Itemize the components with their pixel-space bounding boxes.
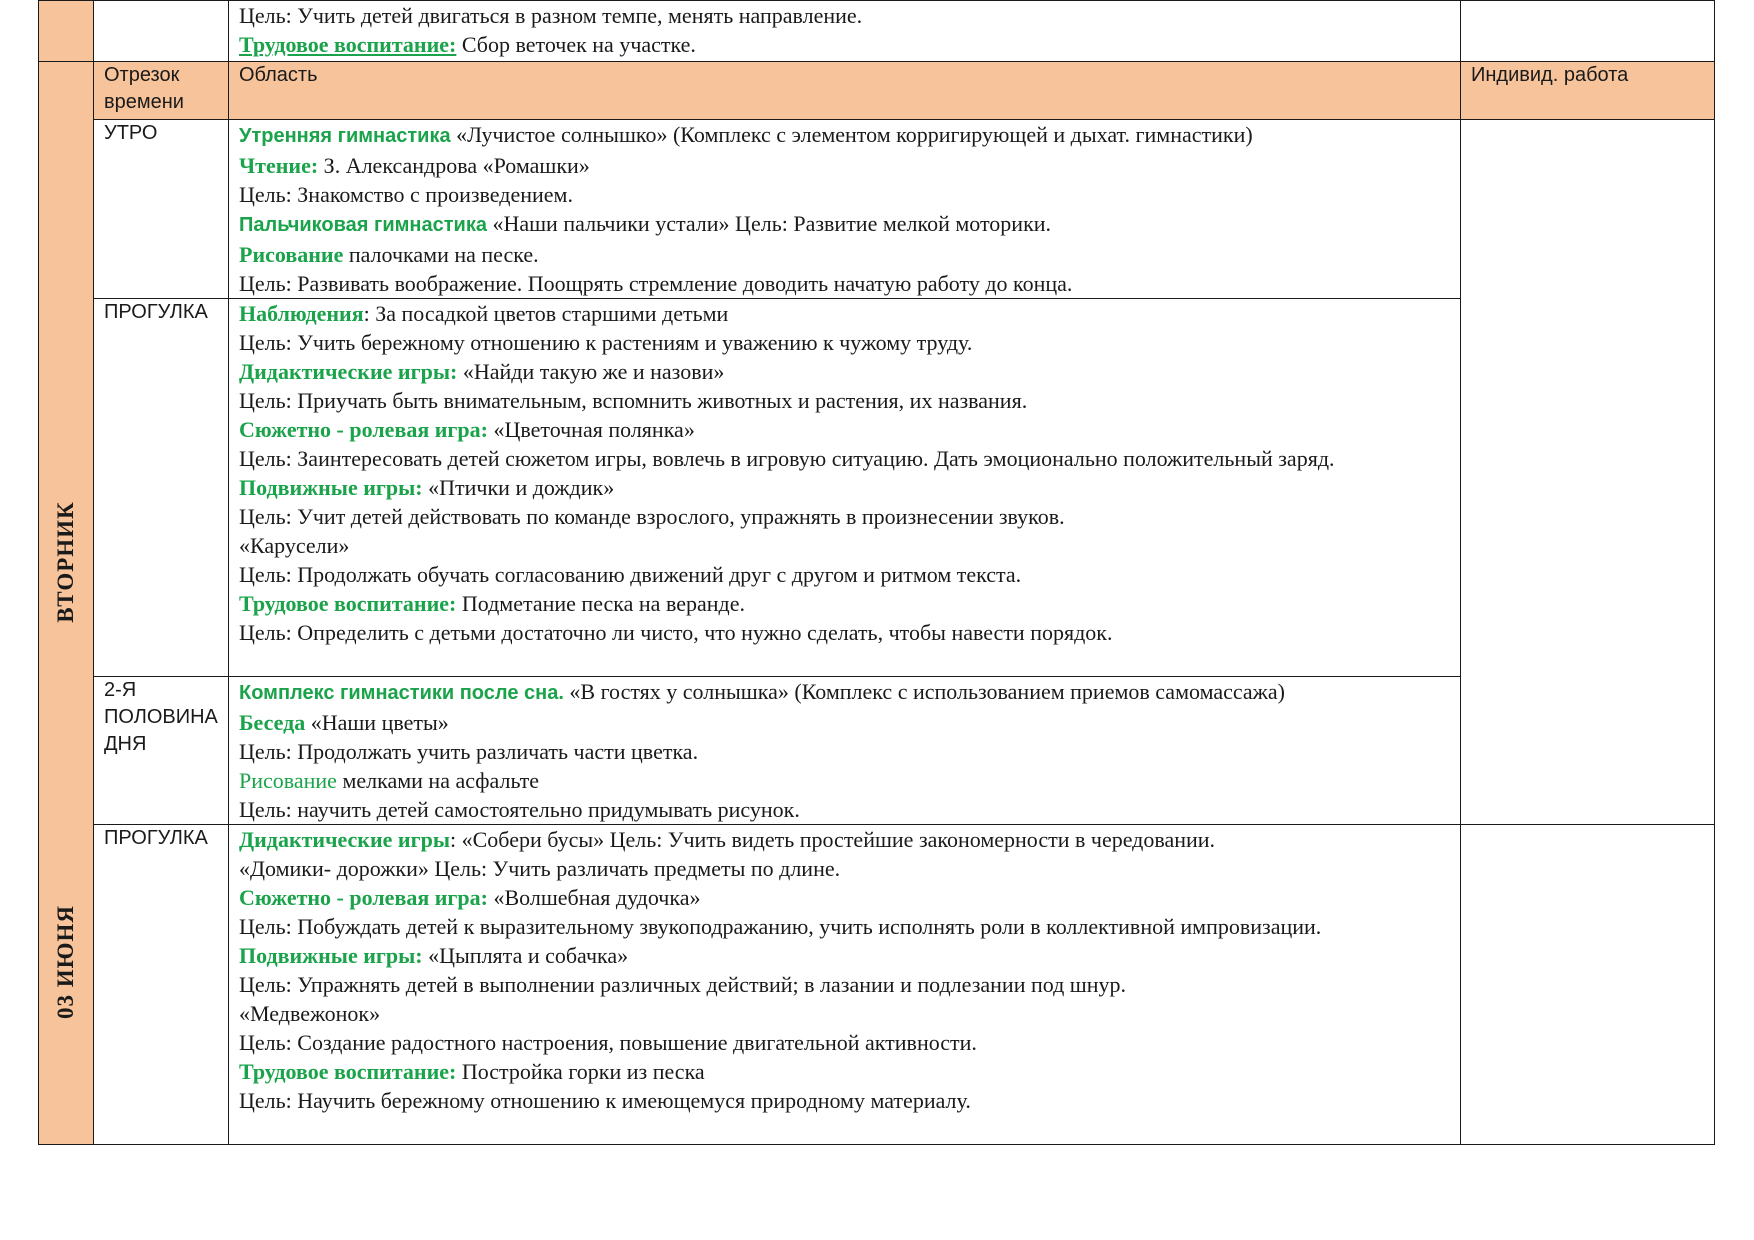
schedule-table bbox=[38, 0, 1715, 1145]
walk2-content: Дидактические игры: «Собери бусы» Цель: Учить видеть простейшие закономерности в чередовании. «Домики- дорожки» Цель: Учить различать предметы по длине. Сюжетно - ролевая игра: «Волшебная дудочка» Цель: Побуждать детей к выразительному звукоподражанию, учить исполнять роли в коллективной импровизации. Подвижные игры: «Цыплята и собачка» Цель: Упражнять детей в выполнении различных действий; в лазании и подлезании под шнур. «Медвежонок» Цель: Создание радостного настроения, повышение двигательной активности. Трудовое воспитание: Постройка горки из песка Цель: Научить бережному отношению к имеющемуся природному материалу. bbox=[229, 825, 1461, 1145]
walk1-label: ПРОГУЛКА bbox=[94, 299, 229, 677]
individual-work-cell bbox=[1461, 120, 1715, 825]
day-column bbox=[39, 62, 94, 1145]
continuation-row bbox=[39, 1, 1715, 62]
walk2-label: ПРОГУЛКА bbox=[94, 825, 229, 1145]
weekday-label: ВТОРНИК bbox=[53, 501, 78, 623]
header-row bbox=[39, 62, 1715, 120]
walk1-content: Наблюдения: За посадкой цветов старшими детьми Цель: Учить бережному отношению к растениям и уважению к чужому труду. Дидактические игры: «Найди такую же и назови» Цель: Приучать быть внимательным, вспомнить животных и растения, их названия. Сюжетно - ролевая игра: «Цветочная полянка» Цель: Заинтересовать детей сюжетом игры, вовлечь в игровую ситуацию. Дать эмоционально положительный заряд. Подвижные игры: «Птички и дождик» Цель: Учит детей действовать по команде взрослого, упражнять в произнесении звуков. «Карусели» Цель: Продолжать обучать согласованию движений друг с другом и ритмом текста. Трудовое воспитание: Подметание песка на веранде. Цель: Определить с детьми достаточно ли чисто, что нужно сделать, чтобы навести порядок. bbox=[229, 299, 1461, 677]
day-cell-previous bbox=[39, 1, 94, 62]
individual-work-cell-2 bbox=[1461, 825, 1715, 1145]
header-time: Отрезок времени bbox=[94, 62, 229, 120]
afternoon-content: Комплекс гимнастики после сна. «В гостях у солнышка» (Комплекс с использованием приемов самомассажа) Беседа «Наши цветы» Цель: Продолжать учить различать части цветка. Рисование мелками на асфальте Цель: научить детей самостоятельно придумывать рисунок. bbox=[229, 677, 1461, 825]
morning-row bbox=[39, 120, 1715, 299]
morning-label: УТРО bbox=[94, 120, 229, 299]
header-area: Область bbox=[229, 62, 1461, 120]
date-label: 03 ИЮНЯ bbox=[53, 904, 78, 1020]
afternoon-label: 2-Я ПОЛОВИНА ДНЯ bbox=[94, 677, 229, 825]
labor-label: Трудовое воспитание: bbox=[239, 32, 457, 57]
walk2-row bbox=[39, 825, 1715, 1145]
header-individual: Индивид. работа bbox=[1461, 62, 1715, 120]
continuation-area: Цель: Учить детей двигаться в разном темпе, менять направление. Трудовое воспитание: Сбор веточек на участке. bbox=[229, 1, 1461, 62]
morning-content: Утренняя гимнастика «Лучистое солнышко» (Комплекс с элементом корригирующей и дыхат. гимнастики) Чтение: З. Александрова «Ромашки» Цель: Знакомство с произведением. Пальчиковая гимнастика «Наши пальчики устали» Цель: Развитие мелкой моторики. Рисование палочками на песке. Цель: Развивать воображение. Поощрять стремление доводить начатую работу до конца. bbox=[229, 120, 1461, 299]
